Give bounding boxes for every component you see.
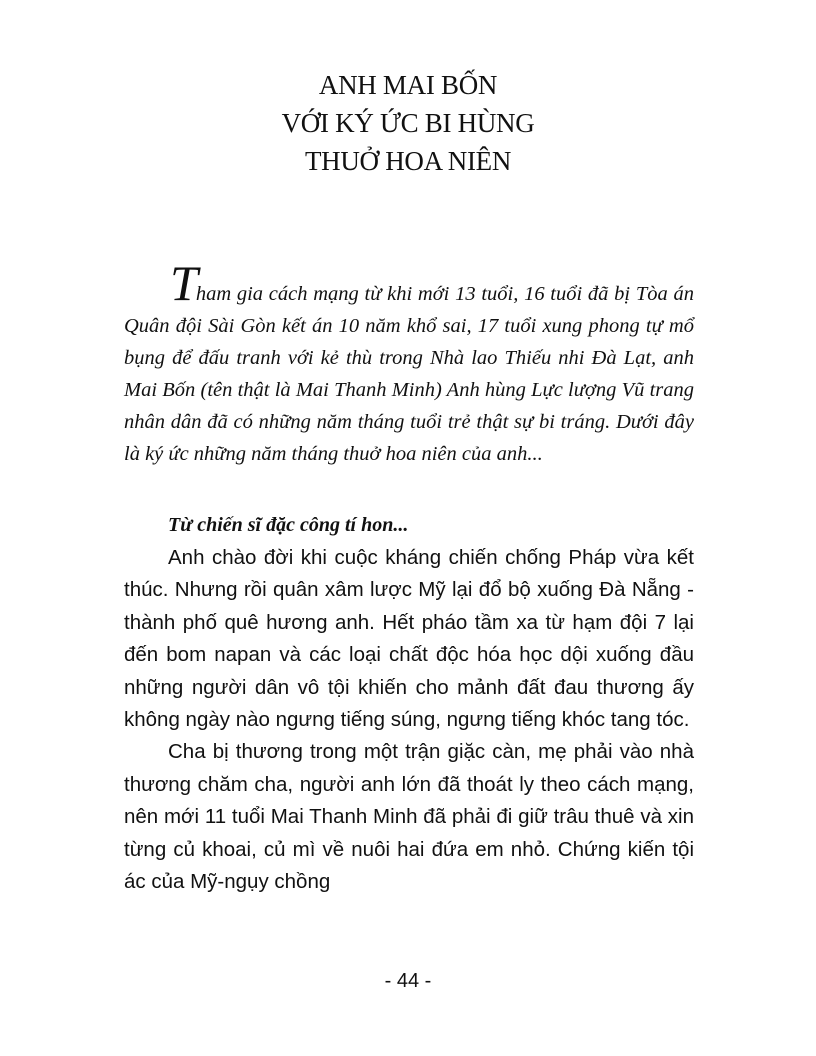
title-line-3: THUỞ HOA NIÊN — [304, 146, 512, 176]
title-line-1: ANH MAI BỐN — [318, 70, 498, 100]
intro-paragraph — [124, 255, 694, 470]
page-number: - 44 - — [384, 970, 432, 992]
drop-cap: T — [170, 255, 196, 311]
section-subheading: Từ chiến sĩ đặc công tí hon... — [168, 514, 409, 536]
intro-text: ham gia cách mạng từ khi mới 13 tuổi, 16 tuổi đã bị Tòa án Quân đội Sài Gòn kết án 10 năm khổ sai, 17 tuổi xung phong tự mổ bụng để đấu tranh với kẻ thù trong Nhà lao Thiếu nhi Đà Lạt, anh Mai Bốn (tên thật là Mai Thanh Minh) Anh hùng Lực lượng Vũ trang nhân dân đã có những năm tháng tuổi trẻ thật sự bi tráng. Dưới đây là ký ức những năm tháng thuở hoa niên của anh... — [124, 283, 694, 465]
title-line-2: VỚI KÝ ỨC BI HÙNG — [281, 108, 535, 138]
paragraph-2: Cha bị thương trong một trận giặc càn, mẹ phải vào nhà thương chăm cha, người anh lớn đã thoát ly theo cách mạng, nên mới 11 tuổi Mai Thanh Minh đã phải đi giữ trâu thuê và xin từng củ khoai, củ mì về nuôi hai đứa em nhỏ. Chứng kiến tội ác của Mỹ-ngụy chồng — [124, 740, 694, 894]
chapter-title — [0, 66, 816, 180]
body-text — [124, 542, 694, 898]
paragraph-1: Anh chào đời khi cuộc kháng chiến chống Pháp vừa kết thúc. Nhưng rồi quân xâm lược Mỹ lại đổ bộ xuống Đà Nẵng - thành phố quê hương anh. Hết pháo tầm xa từ hạm đội 7 lại đến bom napan và các loại chất độc hóa học dội xuống đầu những người dân vô tội khiến cho mảnh đất đau thương ấy không ngày nào ngưng tiếng súng, ngưng tiếng khóc tang tóc. — [124, 546, 694, 732]
